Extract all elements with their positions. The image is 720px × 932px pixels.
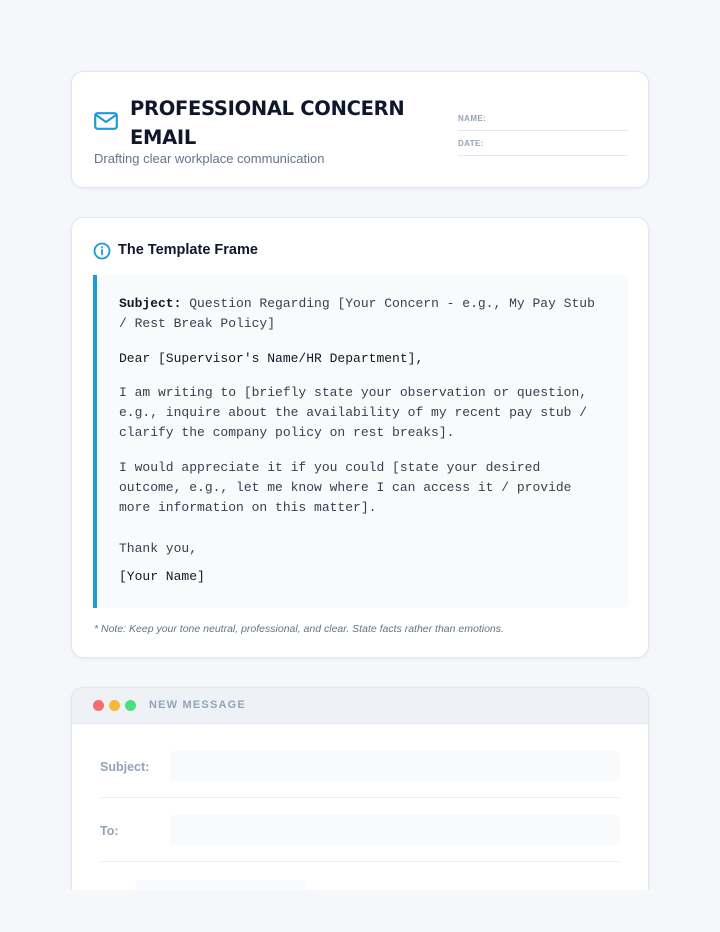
subject-row	[100, 734, 620, 798]
template-closing: Thank you,	[119, 540, 198, 556]
subject-text: Question Regarding [Your Concern - e.g., My Pay Stub / Rest Break Policy]	[119, 296, 595, 332]
to-row	[100, 798, 620, 862]
template-note: * Note: Keep your tone neutral, professional, and clear. State facts rather than emotions.	[94, 623, 504, 635]
template-card	[71, 217, 649, 658]
section-title: The Template Frame	[118, 242, 258, 258]
page-bottom	[0, 890, 720, 932]
subject-field-label: Subject:	[100, 760, 150, 774]
close-dot-icon[interactable]	[93, 700, 104, 711]
minimize-dot-icon[interactable]	[109, 700, 120, 711]
name-field[interactable]	[458, 111, 628, 131]
maximize-dot-icon[interactable]	[125, 700, 136, 711]
template-paragraph-1: I am writing to [briefly state your observation or question, e.g., inquire about the availability of my recent pay stub / clarify the company policy on rest breaks].	[119, 384, 588, 441]
page-title: PROFESSIONAL CONCERN EMAIL	[130, 97, 405, 149]
composer-header	[72, 688, 648, 724]
composer-title: NEW MESSAGE	[149, 699, 246, 711]
to-input[interactable]	[170, 815, 620, 845]
template-box	[93, 275, 628, 608]
template-subject	[119, 294, 606, 335]
mail-icon	[94, 112, 118, 130]
header-card	[71, 71, 649, 188]
to-field-label: To:	[100, 824, 119, 838]
name-label: NAME:	[458, 114, 487, 123]
info-icon	[93, 242, 111, 260]
subject-input[interactable]	[170, 751, 620, 781]
page-subtitle: Drafting clear workplace communication	[94, 151, 325, 166]
subject-label: Subject:	[119, 296, 182, 311]
template-greeting: Dear [Supervisor's Name/HR Department],	[119, 350, 424, 366]
date-label: DATE:	[458, 139, 484, 148]
date-field[interactable]	[458, 136, 628, 156]
template-paragraph-2: I would appreciate it if you could [state your desired outcome, e.g., let me know where I can access it / provide more information on this matter].	[119, 459, 572, 516]
template-signature: [Your Name]	[119, 568, 205, 584]
